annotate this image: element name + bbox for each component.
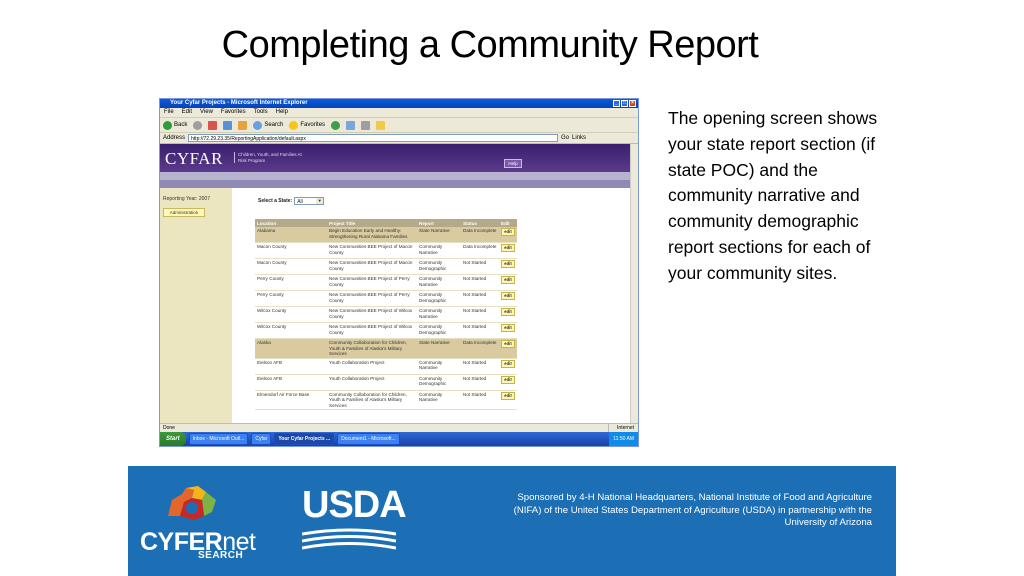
status-text: Done: [163, 425, 175, 431]
cyfar-header: [160, 144, 632, 172]
edit-button[interactable]: edit: [501, 308, 515, 316]
table-row: [255, 390, 517, 410]
cell-project: New Communities BEE Project of Perry County: [327, 275, 417, 291]
edit-button[interactable]: edit: [501, 228, 515, 236]
cyfar-logo-subtitle: Children, Youth, and Families At Risk Program: [234, 152, 308, 163]
cell-project: New Communities BEE Project of Wilcox County: [327, 307, 417, 323]
sponsor-text: Sponsored by 4-H National Headquarters, National Institute of Food and Agriculture (NIFA) of the United States Department of Agriculture (USDA) in partnership with the University of Arizona: [513, 492, 872, 528]
slide-description: The opening screen shows your state report section (if state POC) and the community narrative and community demographic report sections for each of your community sites.: [668, 108, 878, 283]
cell-report: Community Narrative: [417, 243, 461, 259]
start-button[interactable]: Start: [160, 432, 186, 446]
security-zone: Internet: [608, 424, 634, 433]
cell-status: Not Started: [461, 259, 499, 275]
search-icon: [253, 121, 262, 130]
table-row: [255, 227, 517, 243]
cell-edit: [499, 291, 517, 307]
history-icon[interactable]: [331, 121, 340, 130]
forward-arrow-icon[interactable]: [193, 121, 202, 130]
cell-location: Eielson AFB: [255, 358, 327, 374]
taskbar-item[interactable]: Cyfar: [251, 433, 271, 445]
status-bar: [160, 423, 638, 432]
menu-edit[interactable]: Edit: [181, 109, 193, 115]
location-table: [255, 219, 517, 410]
edit-button[interactable]: edit: [501, 392, 515, 400]
menu-bar: [160, 108, 638, 118]
cell-edit: [499, 227, 517, 243]
select-state-label: Select a State:: [258, 198, 293, 204]
edit-button[interactable]: edit: [501, 244, 515, 252]
cell-location: Alabama: [255, 227, 327, 243]
browser-toolbar: [160, 118, 638, 133]
cell-edit: [499, 243, 517, 259]
cell-location: Eielson AFB: [255, 374, 327, 390]
edit-button[interactable]: edit: [501, 276, 515, 284]
cell-edit: [499, 275, 517, 291]
cell-status: Not Started: [461, 323, 499, 339]
go-button[interactable]: Go: [561, 135, 570, 141]
cell-location: Wilcox County: [255, 323, 327, 339]
edit-button[interactable]: edit: [501, 324, 515, 332]
cell-status: Not Started: [461, 275, 499, 291]
cell-location: Elmendorf Air Force Base: [255, 390, 327, 410]
cell-location: Wilcox County: [255, 307, 327, 323]
print-icon[interactable]: [361, 121, 370, 130]
taskbar-item[interactable]: Your Cyfar Projects ...: [274, 433, 334, 445]
cell-report: Community Narrative: [417, 307, 461, 323]
stop-icon[interactable]: [208, 121, 217, 130]
taskbar-item[interactable]: Document1 - Microsoft...: [337, 433, 399, 445]
cyfernet-search-label: SEARCH: [198, 550, 244, 561]
administration-button[interactable]: Administration: [163, 208, 205, 217]
refresh-icon[interactable]: [223, 121, 232, 130]
maximize-button[interactable]: □: [622, 100, 627, 106]
footer-banner: [128, 466, 896, 576]
search-button[interactable]: Search: [253, 121, 283, 130]
cell-location: Perry County: [255, 291, 327, 307]
home-icon[interactable]: [238, 121, 247, 130]
menu-favorites[interactable]: Favorites: [220, 109, 246, 115]
cell-report: Community Narrative: [417, 358, 461, 374]
cell-edit: [499, 323, 517, 339]
cyfar-logo: CYFAR: [165, 149, 223, 168]
cell-report: State Narrative: [417, 227, 461, 243]
cell-project: New Communities BEE Project of Macon County: [327, 243, 417, 259]
cell-edit: [499, 390, 517, 410]
cell-status: Data Incomplete: [461, 227, 499, 243]
menu-file[interactable]: File: [164, 109, 174, 115]
web-page: [160, 144, 632, 423]
column-header: Edit: [499, 219, 517, 227]
cell-project: New Communities BEE Project of Macon County: [327, 259, 417, 275]
cell-report: State Narrative: [417, 339, 461, 359]
state-select[interactable]: All ▼: [294, 197, 324, 205]
address-label: Address: [163, 135, 186, 141]
cell-location: Alaska: [255, 339, 327, 359]
cell-report: Community Demographic: [417, 291, 461, 307]
cell-report: Community Narrative: [417, 275, 461, 291]
cyfernet-wordmark: CYFERnet: [140, 528, 256, 556]
cell-edit: [499, 358, 517, 374]
cell-location: Macon County: [255, 259, 327, 275]
cell-location: Perry County: [255, 275, 327, 291]
minimize-button[interactable]: _: [613, 100, 620, 107]
cell-project: Community Collaboration for Children, Youth & Families of Alaska's Military Services: [327, 390, 417, 410]
menu-view[interactable]: View: [200, 109, 213, 115]
cell-project: Youth Collaboration Project: [327, 358, 417, 374]
task-list: [186, 433, 400, 445]
reporting-year-label: Reporting Year:: [163, 196, 198, 202]
table-row: [255, 275, 517, 291]
slide-title: Completing a Community Report: [221, 24, 759, 66]
cell-report: Community Demographic: [417, 259, 461, 275]
page-sidebar: [160, 188, 232, 423]
reporting-year-value: 2007: [198, 196, 210, 202]
edit-button[interactable]: edit: [501, 376, 515, 384]
cell-location: Macon County: [255, 243, 327, 259]
cell-project: Community Collaboration for Children, Youth & Families of Alaska's Military Services: [327, 339, 417, 359]
cell-status: Not Started: [461, 307, 499, 323]
gear-logo-icon: [162, 486, 218, 530]
system-tray: [609, 432, 638, 446]
usda-field-icon: [302, 528, 396, 554]
links-button[interactable]: Links: [572, 135, 587, 141]
cell-project: Youth Collaboration Project: [327, 374, 417, 390]
table-row: [255, 374, 517, 390]
address-bar: [160, 133, 638, 144]
usda-logo: [302, 484, 406, 556]
cell-status: Not Started: [461, 358, 499, 374]
favorites-button[interactable]: Favorites: [289, 121, 325, 130]
edit-button[interactable]: edit: [501, 360, 515, 368]
address-input[interactable]: http://72.29.23.35/ReportingApplication/default.aspx: [188, 134, 558, 142]
table-row: [255, 259, 517, 275]
cyfernet-search-logo: [140, 486, 280, 566]
table-row: [255, 358, 517, 374]
column-header: Project Title: [327, 219, 417, 227]
usda-wordmark: USDA: [302, 484, 406, 526]
cell-edit: [499, 259, 517, 275]
table-row: [255, 307, 517, 323]
edit-button[interactable]: edit: [501, 260, 515, 268]
cell-edit: [499, 307, 517, 323]
cell-project: Begin Education Early and Healthy: Strengthening Rural Alabama Families: [327, 227, 417, 243]
column-header: Report: [417, 219, 461, 227]
cell-edit: [499, 374, 517, 390]
header-band: [160, 172, 632, 180]
close-button[interactable]: ×: [629, 100, 636, 107]
cell-status: Not Started: [461, 374, 499, 390]
table-header-row: [255, 219, 517, 227]
cell-status: Not Started: [461, 291, 499, 307]
cell-status: Not Started: [461, 390, 499, 410]
browser-window: [159, 98, 639, 447]
back-arrow-icon: [163, 121, 172, 130]
table-row: [255, 323, 517, 339]
edit-button[interactable]: edit: [501, 292, 515, 300]
cell-status: Data Incomplete: [461, 243, 499, 259]
star-icon: [289, 121, 298, 130]
menu-tools[interactable]: Tools: [253, 109, 268, 115]
cell-report: Community Narrative: [417, 390, 461, 410]
cell-edit: [499, 339, 517, 359]
window-title: Your Cyfar Projects - Microsoft Internet Explorer: [170, 100, 308, 106]
cell-project: New Communities BEE Project of Perry County: [327, 291, 417, 307]
table-row: [255, 339, 517, 359]
folder-icon[interactable]: [376, 121, 385, 130]
reporting-year: [163, 196, 210, 202]
menu-help[interactable]: Help: [275, 109, 288, 115]
windows-taskbar: [160, 432, 638, 446]
back-button[interactable]: Back: [163, 121, 187, 130]
help-button[interactable]: Help: [504, 159, 522, 168]
mail-icon[interactable]: [346, 121, 355, 130]
header-band-dark: [160, 180, 632, 188]
cell-report: Community Demographic: [417, 323, 461, 339]
state-select-row: [258, 197, 324, 205]
cell-status: Data Incomplete: [461, 339, 499, 359]
vertical-scrollbar[interactable]: [630, 144, 638, 423]
window-titlebar[interactable]: [160, 99, 638, 108]
clock: 11:50 AM: [613, 436, 634, 442]
edit-button[interactable]: edit: [501, 340, 515, 348]
cell-project: New Communities BEE Project of Wilcox County: [327, 323, 417, 339]
column-header: Location: [255, 219, 327, 227]
table-row: [255, 291, 517, 307]
cell-report: Community Demographic: [417, 374, 461, 390]
column-header: Status: [461, 219, 499, 227]
table-row: [255, 243, 517, 259]
taskbar-item[interactable]: Inbox - Microsoft Outl...: [189, 433, 249, 445]
